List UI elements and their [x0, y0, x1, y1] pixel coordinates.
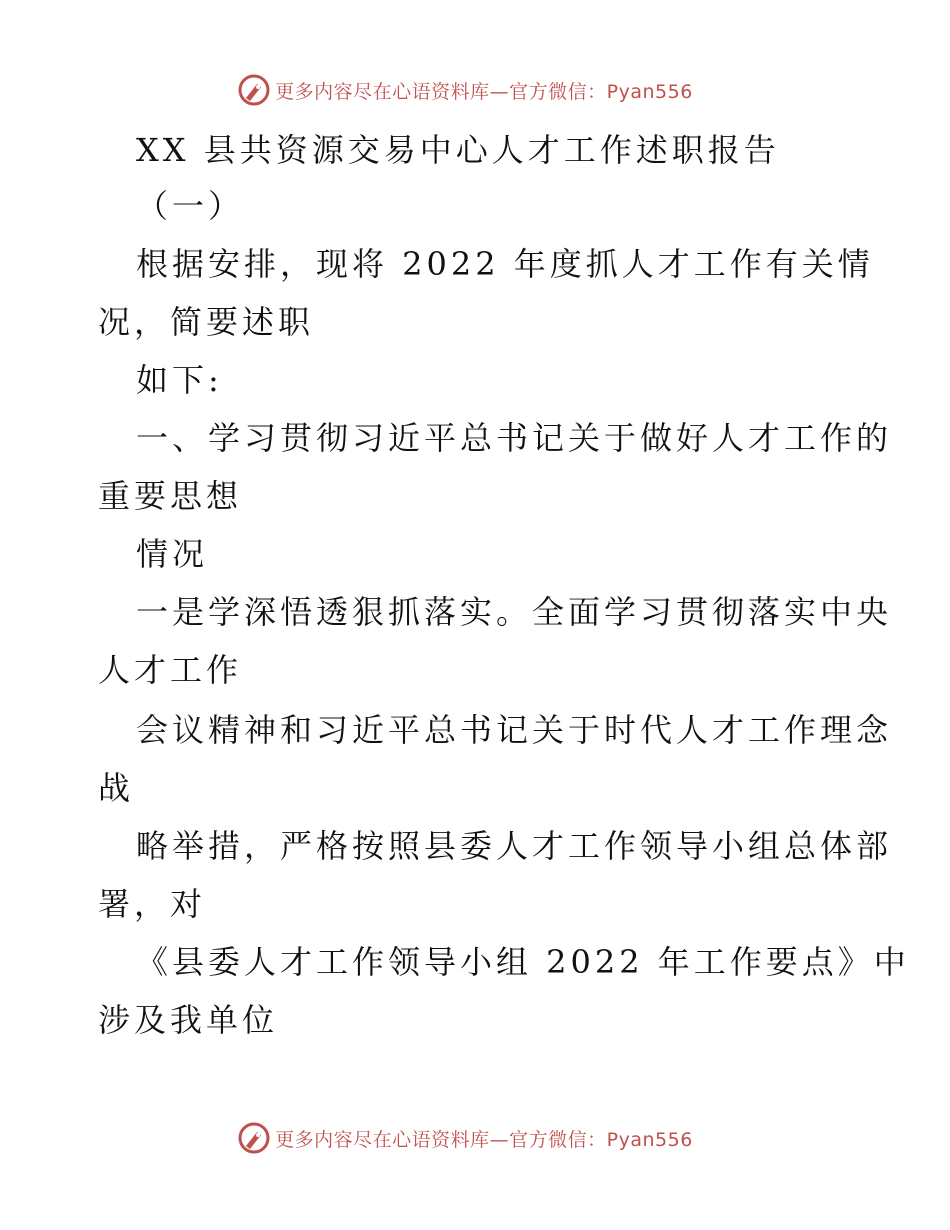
document-title: XX 县共资源交易中心人才工作述职报告	[136, 131, 780, 169]
footer-watermark	[0, 1118, 950, 1158]
paragraph-line: 会议精神和习近平总书记关于时代人才工作理念	[136, 711, 893, 749]
section-heading: 一、学习贯彻习近平总书记关于做好人才工作的	[136, 419, 893, 457]
paragraph-line: 情况	[136, 535, 209, 573]
watermark-text: 更多内容尽在心语资料库—官方微信：Pyan556	[275, 1128, 693, 1151]
pen-nib-logo-icon	[237, 1121, 271, 1155]
paragraph-line: 人才工作	[98, 651, 243, 689]
header-watermark	[0, 70, 950, 110]
section-number: （一）	[136, 187, 245, 225]
paragraph-line: 况，简要述职	[98, 303, 315, 341]
paragraph-line: 根据安排，现将 2022 年度抓人才工作有关情	[136, 245, 874, 283]
paragraph-line: 如下:	[136, 361, 223, 399]
paragraph-line: 署，对	[98, 885, 207, 923]
paragraph-line: 略举措，严格按照县委人才工作领导小组总体部	[136, 827, 893, 865]
paragraph-line: 战	[98, 769, 135, 807]
paragraph-line: 涉及我单位	[98, 1001, 279, 1039]
paragraph-line: 一是学深悟透狠抓落实。全面学习贯彻落实中央	[136, 593, 893, 631]
pen-nib-logo-icon	[237, 73, 271, 107]
paragraph-line: 《县委人才工作领导小组 2022 年工作要点》中	[136, 943, 910, 981]
watermark-text: 更多内容尽在心语资料库—官方微信：Pyan556	[275, 80, 693, 103]
section-heading: 重要思想	[98, 477, 243, 515]
